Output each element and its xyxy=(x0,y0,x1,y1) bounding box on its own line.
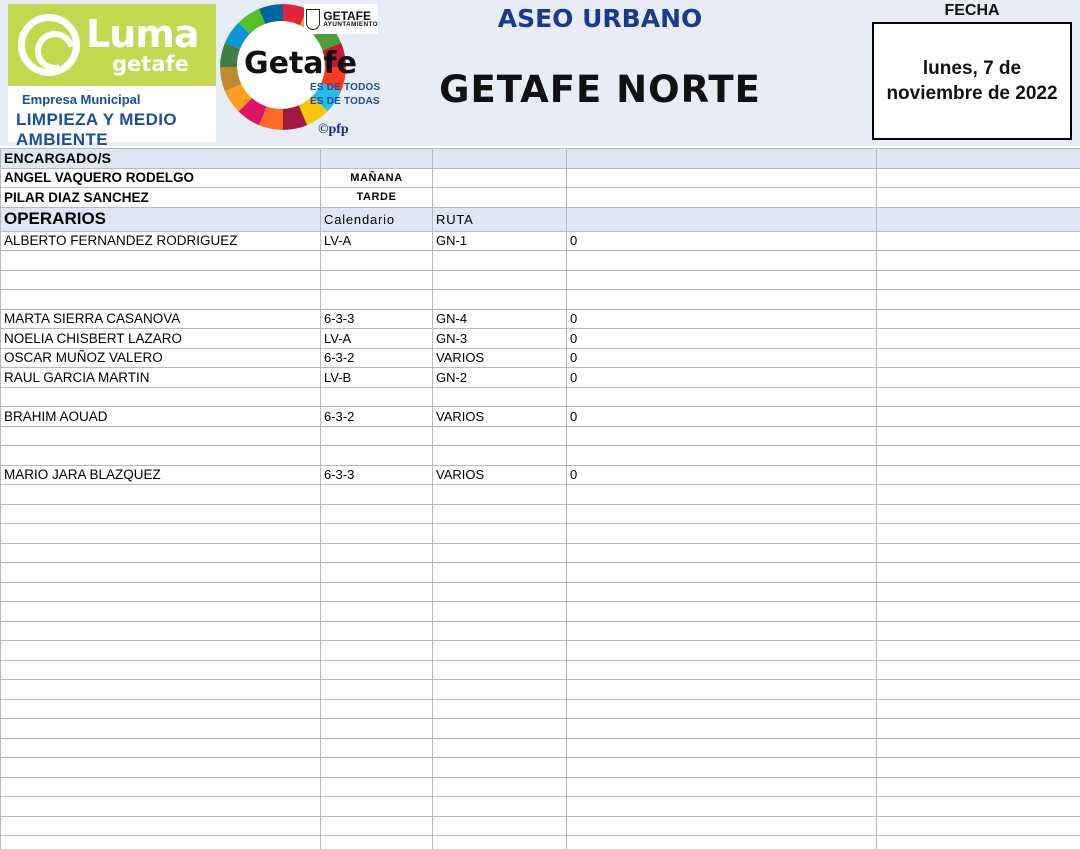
operario-calendario xyxy=(321,641,433,661)
operario-calendario: 6-3-2 xyxy=(321,348,433,368)
operario-cell-c5 xyxy=(877,563,1080,583)
operario-ruta xyxy=(433,777,567,797)
zone-title: GETAFE NORTE xyxy=(439,68,761,111)
operario-extra xyxy=(567,426,877,446)
table-row xyxy=(1,797,1080,817)
luma-wordmark: Luma xyxy=(86,12,199,56)
operario-name xyxy=(1,485,321,505)
table-row xyxy=(1,188,1080,208)
operario-cell-c5 xyxy=(877,231,1080,251)
operario-extra xyxy=(567,485,877,505)
table-row xyxy=(1,660,1080,680)
operario-extra: 0 xyxy=(567,465,877,485)
credit-text: ©pfp xyxy=(318,122,349,137)
operario-cell-c5 xyxy=(877,719,1080,739)
encargado-cell-c5 xyxy=(877,168,1080,188)
operario-extra xyxy=(567,290,877,310)
operario-name xyxy=(1,660,321,680)
operario-ruta xyxy=(433,426,567,446)
operario-cell-c5 xyxy=(877,270,1080,290)
operario-extra xyxy=(567,816,877,836)
operario-name xyxy=(1,836,321,849)
operario-extra xyxy=(567,446,877,466)
operario-calendario: 6-3-3 xyxy=(321,309,433,329)
operario-cell-c5 xyxy=(877,485,1080,505)
operario-name xyxy=(1,797,321,817)
operario-name: MARTA SIERRA CASANOVA xyxy=(1,309,321,329)
table-row xyxy=(1,758,1080,778)
operario-calendario xyxy=(321,738,433,758)
operario-name xyxy=(1,543,321,563)
operario-name xyxy=(1,641,321,661)
operario-cell-c5 xyxy=(877,309,1080,329)
table-body xyxy=(1,149,1080,849)
operario-calendario xyxy=(321,270,433,290)
operario-ruta xyxy=(433,446,567,466)
operario-name: NOELIA CHISBERT LAZARO xyxy=(1,329,321,349)
operario-name xyxy=(1,426,321,446)
operario-cell-c5 xyxy=(877,290,1080,310)
operario-extra xyxy=(567,582,877,602)
operario-calendario xyxy=(321,543,433,563)
operario-calendario xyxy=(321,563,433,583)
table-row xyxy=(1,465,1080,485)
operario-cell-c5 xyxy=(877,680,1080,700)
operario-cell-c5 xyxy=(877,543,1080,563)
operario-extra xyxy=(567,758,877,778)
encargados-title: ENCARGADO/S xyxy=(1,149,321,169)
table-row xyxy=(1,485,1080,505)
table-row xyxy=(1,621,1080,641)
operario-name xyxy=(1,563,321,583)
operario-ruta xyxy=(433,290,567,310)
operario-extra xyxy=(567,270,877,290)
table-row xyxy=(1,602,1080,622)
operario-ruta xyxy=(433,602,567,622)
operario-cell-c5 xyxy=(877,465,1080,485)
encargado-cell-c4 xyxy=(567,188,877,208)
operario-name: ALBERTO FERNANDEZ RODRIGUEZ xyxy=(1,231,321,251)
operario-ruta: VARIOS xyxy=(433,407,567,427)
operario-extra xyxy=(567,621,877,641)
operario-cell-c5 xyxy=(877,836,1080,849)
operario-calendario xyxy=(321,387,433,407)
operario-name xyxy=(1,524,321,544)
operario-ruta xyxy=(433,504,567,524)
operario-extra: 0 xyxy=(567,329,877,349)
operario-calendario: LV-A xyxy=(321,231,433,251)
operario-name: OSCAR MUÑOZ VALERO xyxy=(1,348,321,368)
service-title: ASEO URBANO xyxy=(497,4,703,33)
encargado-name: PILAR DIAZ SANCHEZ xyxy=(1,188,321,208)
getafe-slogan-line-2: ES DE TODAS xyxy=(310,96,380,107)
encargado-name: ANGEL VAQUERO RODELGO xyxy=(1,168,321,188)
operario-calendario: LV-A xyxy=(321,329,433,349)
operario-cell-c5 xyxy=(877,699,1080,719)
operario-cell-c5 xyxy=(877,602,1080,622)
operario-cell-c5 xyxy=(877,446,1080,466)
logo-luma xyxy=(8,4,216,149)
encargado-shift: TARDE xyxy=(321,188,433,208)
operario-ruta: VARIOS xyxy=(433,348,567,368)
encargado-cell-c3 xyxy=(433,188,567,208)
encargado-cell-c4 xyxy=(567,168,877,188)
operario-cell-c5 xyxy=(877,251,1080,271)
operario-name xyxy=(1,816,321,836)
operario-extra xyxy=(567,251,877,271)
operario-calendario: LV-B xyxy=(321,368,433,388)
table-row xyxy=(1,407,1080,427)
luma-swirl-icon xyxy=(18,14,80,76)
table-row xyxy=(1,699,1080,719)
encargado-cell-c5 xyxy=(877,188,1080,208)
operario-name xyxy=(1,387,321,407)
operario-cell-c5 xyxy=(877,504,1080,524)
operario-cell-c5 xyxy=(877,797,1080,817)
operario-ruta: GN-3 xyxy=(433,329,567,349)
operario-ruta xyxy=(433,816,567,836)
operario-extra xyxy=(567,699,877,719)
operario-calendario xyxy=(321,758,433,778)
table-row xyxy=(1,836,1080,849)
operario-ruta xyxy=(433,641,567,661)
operario-extra xyxy=(567,680,877,700)
operario-name: BRAHIM AOUAD xyxy=(1,407,321,427)
operario-calendario xyxy=(321,660,433,680)
operarios-header-c5 xyxy=(877,207,1080,231)
operario-ruta: VARIOS xyxy=(433,465,567,485)
table-row xyxy=(1,168,1080,188)
table-row xyxy=(1,504,1080,524)
operario-ruta xyxy=(433,485,567,505)
document-header xyxy=(0,0,1080,148)
operario-ruta xyxy=(433,270,567,290)
operario-name: RAUL GARCIA MARTIN xyxy=(1,368,321,388)
operario-ruta: GN-1 xyxy=(433,231,567,251)
operario-calendario xyxy=(321,485,433,505)
operario-extra xyxy=(567,836,877,849)
table-row xyxy=(1,563,1080,583)
operario-ruta xyxy=(433,660,567,680)
operario-ruta: GN-2 xyxy=(433,368,567,388)
encargados-header-row xyxy=(1,149,1080,169)
operario-extra: 0 xyxy=(567,407,877,427)
table-row xyxy=(1,387,1080,407)
operario-calendario xyxy=(321,426,433,446)
operario-cell-c5 xyxy=(877,641,1080,661)
operario-calendario xyxy=(321,582,433,602)
operario-ruta xyxy=(433,738,567,758)
operario-ruta: GN-4 xyxy=(433,309,567,329)
table-row xyxy=(1,329,1080,349)
operario-cell-c5 xyxy=(877,387,1080,407)
getafe-slogan-line-1: ES DE TODOS xyxy=(310,82,381,93)
operario-extra xyxy=(567,504,877,524)
table-row xyxy=(1,251,1080,271)
operario-extra: 0 xyxy=(567,309,877,329)
operario-calendario xyxy=(321,719,433,739)
operario-extra xyxy=(567,719,877,739)
operario-ruta xyxy=(433,621,567,641)
operario-calendario: 6-3-3 xyxy=(321,465,433,485)
operario-ruta xyxy=(433,680,567,700)
table-row xyxy=(1,719,1080,739)
operario-extra xyxy=(567,543,877,563)
column-header-calendario: Calendario xyxy=(321,207,433,231)
operario-extra: 0 xyxy=(567,348,877,368)
operario-name xyxy=(1,446,321,466)
encargado-shift: MAÑANA xyxy=(321,168,433,188)
operario-cell-c5 xyxy=(877,758,1080,778)
operario-calendario xyxy=(321,290,433,310)
operario-name xyxy=(1,777,321,797)
operario-extra xyxy=(567,797,877,817)
table-row xyxy=(1,816,1080,836)
encargados-header-c3 xyxy=(433,149,567,169)
operario-extra xyxy=(567,602,877,622)
operario-cell-c5 xyxy=(877,329,1080,349)
encargados-header-c5 xyxy=(877,149,1080,169)
operario-calendario xyxy=(321,504,433,524)
assignments-table xyxy=(0,148,1080,849)
operario-ruta xyxy=(433,699,567,719)
operario-extra xyxy=(567,387,877,407)
operario-calendario xyxy=(321,446,433,466)
table-row xyxy=(1,777,1080,797)
operario-ruta xyxy=(433,836,567,849)
operario-ruta xyxy=(433,719,567,739)
operario-calendario: 6-3-2 xyxy=(321,407,433,427)
table-row xyxy=(1,231,1080,251)
operario-ruta xyxy=(433,797,567,817)
operario-calendario xyxy=(321,680,433,700)
operario-cell-c5 xyxy=(877,582,1080,602)
operario-cell-c5 xyxy=(877,407,1080,427)
operario-calendario xyxy=(321,797,433,817)
operario-name xyxy=(1,270,321,290)
operario-cell-c5 xyxy=(877,660,1080,680)
encargados-header-c4 xyxy=(567,149,877,169)
table-row xyxy=(1,426,1080,446)
operario-ruta xyxy=(433,543,567,563)
getafe-ayuntamiento-badge xyxy=(304,4,378,34)
operario-calendario xyxy=(321,699,433,719)
table-row xyxy=(1,524,1080,544)
operario-ruta xyxy=(433,758,567,778)
operario-extra: 0 xyxy=(567,368,877,388)
operario-calendario xyxy=(321,777,433,797)
operario-calendario xyxy=(321,602,433,622)
operario-name xyxy=(1,251,321,271)
operario-cell-c5 xyxy=(877,816,1080,836)
table-row xyxy=(1,446,1080,466)
operario-name xyxy=(1,758,321,778)
operario-name xyxy=(1,602,321,622)
operario-extra: 0 xyxy=(567,231,877,251)
operario-cell-c5 xyxy=(877,777,1080,797)
operario-calendario xyxy=(321,836,433,849)
table-row xyxy=(1,582,1080,602)
operario-name xyxy=(1,290,321,310)
operario-ruta xyxy=(433,582,567,602)
encargados-header-c2 xyxy=(321,149,433,169)
operario-ruta xyxy=(433,563,567,583)
operario-ruta xyxy=(433,524,567,544)
operario-name xyxy=(1,699,321,719)
operario-name xyxy=(1,680,321,700)
operario-extra xyxy=(567,738,877,758)
operarios-title: OPERARIOS xyxy=(1,207,321,231)
badge-subtitle: AYUNTAMIENTO xyxy=(323,20,378,28)
shield-icon xyxy=(306,9,320,30)
operario-extra xyxy=(567,524,877,544)
operario-name xyxy=(1,504,321,524)
table-row xyxy=(1,348,1080,368)
operario-extra xyxy=(567,563,877,583)
operario-name xyxy=(1,621,321,641)
operarios-header-row xyxy=(1,207,1080,231)
operario-calendario xyxy=(321,524,433,544)
table-row xyxy=(1,309,1080,329)
operario-name: MARIO JARA BLAZQUEZ xyxy=(1,465,321,485)
table-row xyxy=(1,738,1080,758)
operario-name xyxy=(1,582,321,602)
operario-name xyxy=(1,738,321,758)
getafe-wordmark: Getafe xyxy=(244,46,357,81)
operario-name xyxy=(1,719,321,739)
luma-tagline-1: Empresa Municipal xyxy=(22,92,141,107)
table-row xyxy=(1,270,1080,290)
luma-tagline-2: LIMPIEZA Y MEDIO AMBIENTE xyxy=(16,110,177,149)
operario-calendario xyxy=(321,251,433,271)
column-header-ruta: RUTA xyxy=(433,207,567,231)
operario-extra xyxy=(567,641,877,661)
operario-ruta xyxy=(433,387,567,407)
operario-cell-c5 xyxy=(877,621,1080,641)
operario-calendario xyxy=(321,816,433,836)
luma-subwordmark: getafe xyxy=(112,52,189,76)
table-row xyxy=(1,680,1080,700)
luma-green-panel xyxy=(8,4,216,86)
table-row xyxy=(1,641,1080,661)
date-label: FECHA xyxy=(944,2,1000,19)
operario-cell-c5 xyxy=(877,524,1080,544)
operario-extra xyxy=(567,660,877,680)
operario-cell-c5 xyxy=(877,426,1080,446)
logo-getafe xyxy=(218,2,388,134)
operario-calendario xyxy=(321,621,433,641)
operario-cell-c5 xyxy=(877,738,1080,758)
operario-extra xyxy=(567,777,877,797)
operario-cell-c5 xyxy=(877,368,1080,388)
operario-ruta xyxy=(433,251,567,271)
operarios-header-c4 xyxy=(567,207,877,231)
operario-cell-c5 xyxy=(877,348,1080,368)
table-row xyxy=(1,290,1080,310)
badge-title: GETAFE xyxy=(323,8,372,23)
date-value-box: lunes, 7 de noviembre de 2022 xyxy=(872,22,1072,140)
table-row xyxy=(1,543,1080,563)
table-row xyxy=(1,368,1080,388)
encargado-cell-c3 xyxy=(433,168,567,188)
